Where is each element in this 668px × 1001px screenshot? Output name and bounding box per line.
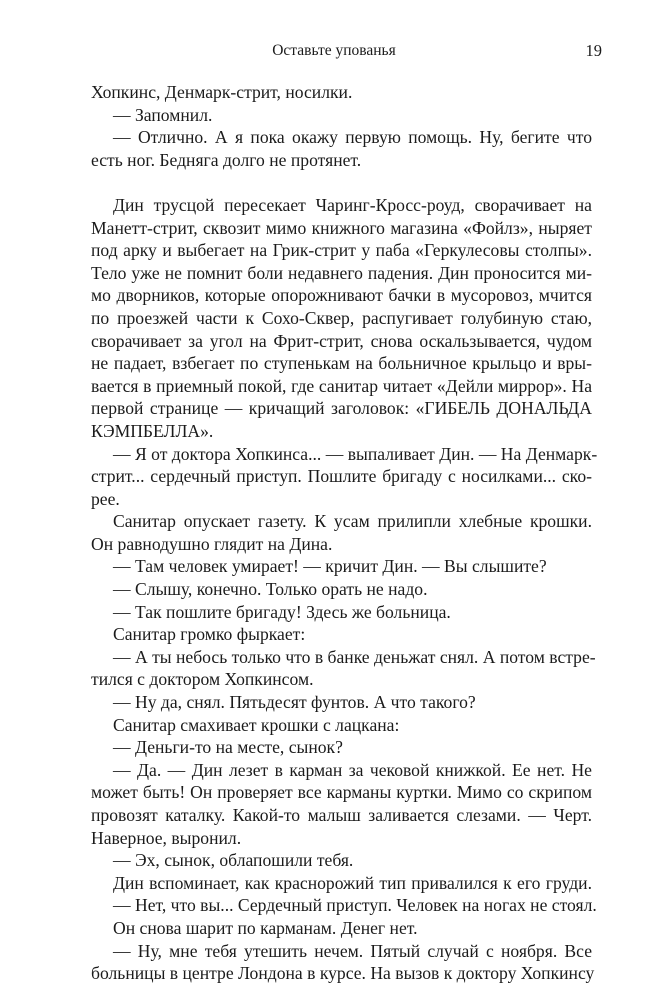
text-line: Санитар смахивает крошки с лацкана: [113,714,400,735]
text-line: мо дворников, которые опорожнивают бачки в мусоровоз, мчится [91,285,592,306]
text-line: — Эх, сынок, облапошили тебя. [113,850,354,871]
text-line: — Запомнил. [113,104,213,125]
text-line: Дин трусцой пересекает Чаринг-Кросс-роуд, сворачивает на [113,194,592,215]
text-line: Тело уже не помнит боли недавнего падения. Дин проносится ми- [91,262,592,283]
text-line: КЭМПБЕЛЛА». [91,420,214,441]
text-line: — Слышу, конечно. Только орать не надо. [113,579,428,600]
text-line: — Так пошлите бригаду! Здесь же больница. [113,601,451,622]
text-line: Он снова шарит по карманам. Денег нет. [113,917,418,938]
text-line: — Ну да, снял. Пятьдесят фунтов. А что такого? [113,692,476,713]
page-body-text [91,81,598,985]
text-line: больницы в центре Лондона в курсе. На вызов к доктору Хопкинсу [91,963,595,984]
text-line: Наверное, выронил. [91,827,242,848]
text-line: — Деньги-то на месте, сынок? [113,737,343,758]
text-line: — Отлично. А я пока окажу первую помощь. Ну, бегите что [113,127,592,148]
text-line: стрит... сердечный приступ. Пошлите бригаду с носилками... ско- [91,466,592,487]
text-line: по проезжей части к Сохо-Сквер, распугивает голубиную стаю, [91,307,592,328]
text-line: — Да. — Дин лезет в карман за чековой книжкой. Ее нет. Не [113,759,592,780]
page-number: 19 [585,41,602,60]
text-line: — Нет, что вы... Сердечный приступ. Человек на ногах не стоял. [113,895,597,916]
text-line: провозят каталку. Какой-то малыш заливается слезами. — Черт. [91,805,592,825]
text-line: рее. [91,488,120,509]
text-line: вается в приемный покой, где санитар читает «Дейли миррор». На [91,375,592,396]
text-line: может быть! Он проверяет все карманы куртки. Мимо со скрипом [91,782,592,803]
text-line: — Я от доктора Хопкинса... — выпаливает Дин. — На Денмарк- [113,443,598,464]
text-line: — Ну, мне тебя утешить нечем. Пятый случай с ноября. Все [113,940,592,961]
text-line: Санитар громко фыркает: [113,624,306,645]
running-header [0,42,668,64]
text-line: Он равнодушно глядит на Дина. [91,533,333,554]
text-line: Санитар опускает газету. К усам прилипли хлебные крошки. [113,511,592,532]
text-line: Манетт-стрит, сквозит мимо книжного магазина «Фойлз», ныряет [91,217,592,238]
text-line: тился с доктором Хопкинсом. [91,669,314,690]
text-line: не падает, взбегает по ступенькам на больничное крыльцо и вры- [91,353,592,374]
paragraph-break [91,171,592,194]
text-line: Хопкинс, Денмарк-стрит, носилки. [91,82,353,102]
text-line: — А ты небось только что в банке деньжат снял. А потом встре- [113,646,596,667]
chapter-title: Оставьте упованья [272,42,396,59]
text-line: есть ног. Бедняга долго не протянет. [91,149,362,170]
text-line: Дин вспоминает, как краснорожий тип привалился к его груди. [113,872,592,893]
text-line: первой странице — кричащий заголовок: «ГИБЕЛЬ ДОНАЛЬДА [91,398,592,419]
text-line: под арку и выбегает на Грик-стрит у паба «Геркулесовы столпы». [91,240,592,261]
text-line: — Там человек умирает! — кричит Дин. — Вы слышите? [113,556,547,577]
text-line: сворачивает за угол на Фрит-стрит, снова оскальзывается, чудом [91,330,592,351]
